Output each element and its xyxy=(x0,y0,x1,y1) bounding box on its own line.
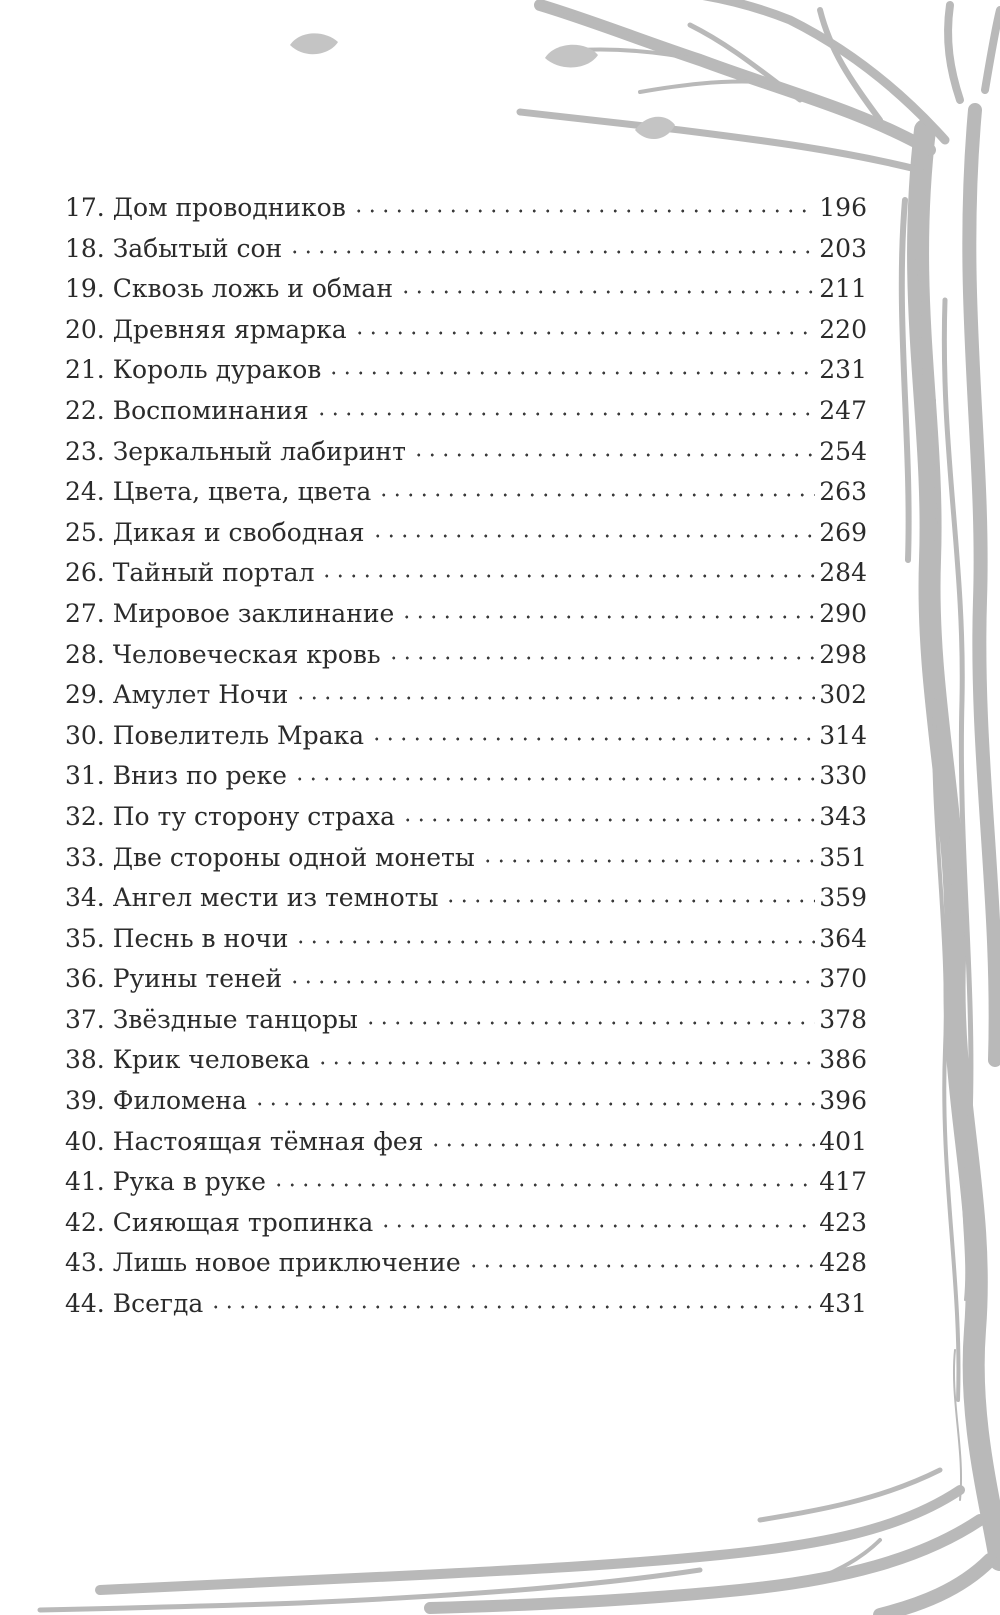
toc-entry-title: 24. Цвета, цвета, цвета xyxy=(65,477,372,507)
toc-entry-page: 396 xyxy=(819,1086,867,1116)
dot-leader xyxy=(293,759,815,784)
toc-entry-title: 35. Песнь в ночи xyxy=(65,923,289,953)
dot-leader xyxy=(253,1084,815,1109)
toc-entry-page: 254 xyxy=(819,436,867,466)
toc-entry xyxy=(65,756,867,797)
toc-entry-title: 21. Король дураков xyxy=(65,355,322,385)
toc-entry-page: 370 xyxy=(819,964,867,994)
toc-entry-title: 43. Лишь новое приключение xyxy=(65,1248,461,1278)
toc-entry-page: 378 xyxy=(819,1004,867,1034)
toc-entry xyxy=(65,553,867,594)
toc-entry-page: 343 xyxy=(819,801,867,831)
toc-entry-title: 18. Забытый сон xyxy=(65,233,283,263)
toc-entry-title: 36. Руины теней xyxy=(65,964,283,994)
dot-leader xyxy=(294,922,815,947)
dot-leader xyxy=(288,962,815,987)
toc-entry-title: 26. Тайный портал xyxy=(65,558,315,588)
toc-entry-page: 196 xyxy=(819,193,867,222)
toc-entry xyxy=(65,1000,867,1041)
toc-entry-title: 42. Сияющая тропинка xyxy=(65,1207,374,1237)
toc-entry xyxy=(65,878,867,919)
toc-entry-title: 34. Ангел мести из темноты xyxy=(65,883,439,913)
toc-entry xyxy=(65,1162,867,1203)
toc-entry xyxy=(65,310,867,351)
toc-entry-title: 37. Звёздные танцоры xyxy=(65,1004,358,1034)
toc-entry xyxy=(65,229,867,270)
toc-entry-page: 290 xyxy=(819,598,867,628)
toc-entry xyxy=(65,188,867,229)
toc-entry xyxy=(65,350,867,391)
dot-leader xyxy=(327,353,815,378)
toc-entry-page: 231 xyxy=(819,355,867,385)
toc-entry-page: 364 xyxy=(819,923,867,953)
dot-leader xyxy=(400,597,815,622)
table-of-contents xyxy=(65,188,867,1325)
toc-entry xyxy=(65,635,867,676)
toc-entry xyxy=(65,472,867,513)
dot-leader xyxy=(316,1043,815,1068)
toc-entry-title: 30. Повелитель Мрака xyxy=(65,720,365,750)
dot-leader xyxy=(364,1003,815,1028)
dot-leader xyxy=(412,435,815,460)
toc-entry-title: 23. Зеркальный лабиринт xyxy=(65,436,406,466)
dot-leader xyxy=(371,516,816,541)
toc-entry-page: 351 xyxy=(819,842,867,872)
toc-entry-title: 44. Всегда xyxy=(65,1289,204,1319)
dot-leader xyxy=(352,191,815,216)
dot-leader xyxy=(387,638,816,663)
dot-leader xyxy=(209,1287,815,1312)
dot-leader xyxy=(272,1165,815,1190)
toc-entry xyxy=(65,1040,867,1081)
toc-entry xyxy=(65,1081,867,1122)
toc-entry xyxy=(65,1284,867,1325)
toc-entry xyxy=(65,391,867,432)
toc-entry-page: 423 xyxy=(819,1207,867,1237)
toc-entry-page: 330 xyxy=(819,761,867,791)
toc-entry-page: 269 xyxy=(819,517,867,547)
toc-entry xyxy=(65,432,867,473)
toc-entry-page: 417 xyxy=(819,1167,867,1197)
dot-leader xyxy=(444,881,815,906)
toc-entry-title: 22. Воспоминания xyxy=(65,395,309,425)
toc-entry-title: 38. Крик человека xyxy=(65,1045,310,1075)
toc-entry-page: 298 xyxy=(819,639,867,669)
toc-entry-title: 39. Филомена xyxy=(65,1086,247,1116)
toc-entry-page: 263 xyxy=(819,477,867,507)
toc-entry-title: 28. Человеческая кровь xyxy=(65,639,381,669)
dot-leader xyxy=(399,272,815,297)
toc-entry-page: 302 xyxy=(819,680,867,710)
toc-entry-title: 31. Вниз по реке xyxy=(65,761,287,791)
toc-entry-title: 29. Амулет Ночи xyxy=(65,680,289,710)
dot-leader xyxy=(294,678,815,703)
dot-leader xyxy=(377,475,815,500)
toc-entry xyxy=(65,675,867,716)
toc-entry xyxy=(65,959,867,1000)
toc-entry xyxy=(65,919,867,960)
toc-entry xyxy=(65,838,867,879)
toc-entry-title: 33. Две стороны одной монеты xyxy=(65,842,475,872)
dot-leader xyxy=(370,719,815,744)
toc-entry xyxy=(65,513,867,554)
toc-entry xyxy=(65,269,867,310)
toc-entry xyxy=(65,797,867,838)
toc-entry-title: 32. По ту сторону страха xyxy=(65,801,395,831)
toc-entry-page: 247 xyxy=(819,395,867,425)
dot-leader xyxy=(467,1246,816,1271)
toc-entry-page: 386 xyxy=(819,1045,867,1075)
toc-entry-page: 211 xyxy=(819,274,867,304)
toc-entry-page: 431 xyxy=(819,1289,867,1319)
toc-entry xyxy=(65,716,867,757)
dot-leader xyxy=(379,1206,815,1231)
dot-leader xyxy=(320,556,815,581)
toc-entry-page: 428 xyxy=(819,1248,867,1278)
toc-entry-title: 27. Мировое заклинание xyxy=(65,598,395,628)
dot-leader xyxy=(401,800,815,825)
dot-leader xyxy=(429,1125,815,1150)
dot-leader xyxy=(315,394,816,419)
toc-entry-page: 284 xyxy=(819,558,867,588)
toc-entry-title: 17. Дом проводников xyxy=(65,193,346,222)
dot-leader xyxy=(481,841,816,866)
toc-entry-title: 19. Сквозь ложь и обман xyxy=(65,274,393,304)
toc-entry xyxy=(65,1243,867,1284)
dot-leader xyxy=(288,232,815,257)
toc-entry-title: 40. Настоящая тёмная фея xyxy=(65,1126,424,1156)
dot-leader xyxy=(353,313,816,338)
toc-entry-title: 25. Дикая и свободная xyxy=(65,517,365,547)
toc-entry-page: 203 xyxy=(819,233,867,263)
toc-entry-page: 220 xyxy=(819,314,867,344)
toc-entry-page: 314 xyxy=(819,720,867,750)
toc-entry xyxy=(65,1203,867,1244)
toc-entry xyxy=(65,1122,867,1163)
toc-entry xyxy=(65,594,867,635)
toc-entry-page: 359 xyxy=(819,883,867,913)
toc-entry-page: 401 xyxy=(819,1126,867,1156)
toc-entry-title: 41. Рука в руке xyxy=(65,1167,266,1197)
toc-entry-title: 20. Древняя ярмарка xyxy=(65,314,347,344)
